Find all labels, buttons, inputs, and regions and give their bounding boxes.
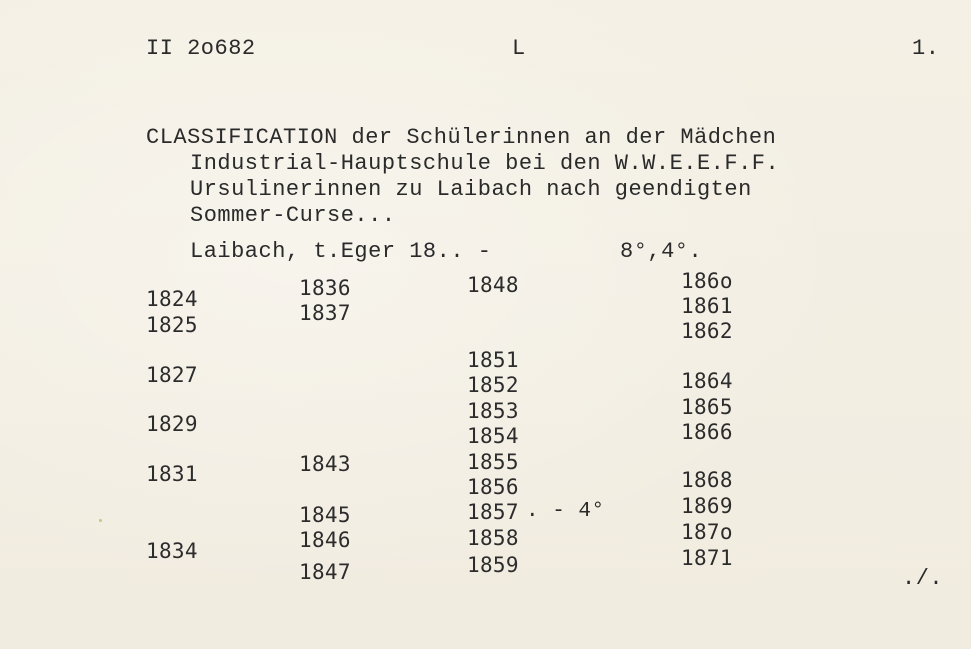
year-1857-note: . - 4° — [526, 500, 605, 523]
year-1864: 1864 — [681, 369, 733, 393]
year-1825: 1825 — [146, 313, 198, 337]
index-letter: L — [512, 36, 526, 61]
year-1834: 1834 — [146, 539, 198, 563]
year-1854: 1854 — [467, 424, 519, 448]
year-1866: 1866 — [681, 420, 733, 444]
year-1847: 1847 — [299, 560, 351, 584]
year-1868: 1868 — [681, 468, 733, 492]
year-1824: 1824 — [146, 287, 198, 311]
page-number: 1. — [912, 36, 940, 61]
year-1848: 1848 — [467, 273, 519, 297]
year-1843: 1843 — [299, 452, 351, 476]
paper-speck — [99, 519, 102, 522]
year-1870: 187o — [681, 520, 733, 544]
year-1852: 1852 — [467, 373, 519, 397]
year-1865: 1865 — [681, 395, 733, 419]
year-1831: 1831 — [146, 462, 198, 486]
year-1846: 1846 — [299, 528, 351, 552]
title-line-1: CLASSIFICATION der Schülerinnen an der Mädchen — [146, 125, 777, 150]
year-1853: 1853 — [467, 399, 519, 423]
year-1871: 1871 — [681, 546, 733, 570]
title-line-3: Ursulinerinnen zu Laibach nach geendigten — [190, 177, 752, 202]
year-1827: 1827 — [146, 363, 198, 387]
year-1859: 1859 — [467, 553, 519, 577]
year-1861: 1861 — [681, 294, 733, 318]
title-line-4: Sommer-Curse... — [190, 203, 396, 228]
year-1860: 186o — [681, 269, 733, 293]
reference-number: II 2o682 — [146, 36, 256, 61]
imprint-format: 8°,4°. — [620, 239, 703, 264]
year-1851: 1851 — [467, 348, 519, 372]
year-1862: 1862 — [681, 319, 733, 343]
year-1836: 1836 — [299, 276, 351, 300]
year-1855: 1855 — [467, 450, 519, 474]
continuation-mark: ./. — [902, 566, 944, 591]
year-1857: 1857 — [467, 500, 519, 524]
year-1829: 1829 — [146, 412, 198, 436]
year-1837: 1837 — [299, 301, 351, 325]
title-line-2: Industrial-Hauptschule bei den W.W.E.E.F.F. — [190, 151, 780, 176]
imprint-place: Laibach, t.Eger 18.. - — [190, 239, 492, 264]
year-1858: 1858 — [467, 526, 519, 550]
year-1845: 1845 — [299, 503, 351, 527]
year-1856: 1856 — [467, 475, 519, 499]
year-1869: 1869 — [681, 494, 733, 518]
